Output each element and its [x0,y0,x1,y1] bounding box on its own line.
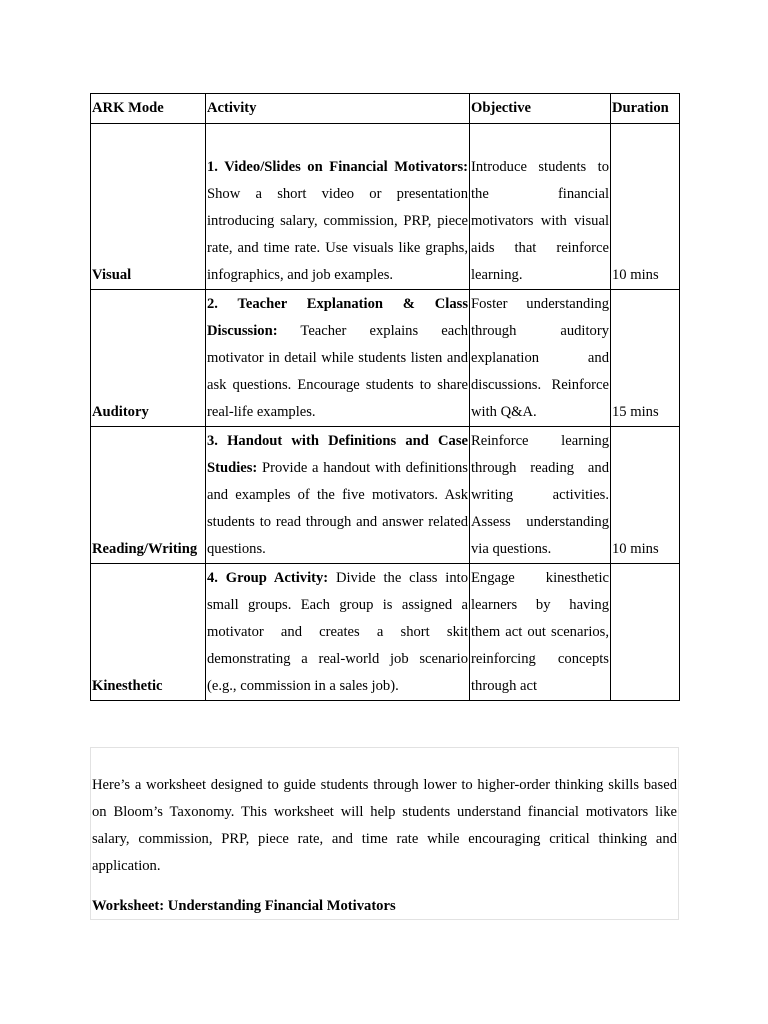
objective-cell: Foster understanding through auditory explanation and discussions. Reinforce with Q&A. [470,290,611,427]
activity-text: Show a short video or presentation introducing salary, commission, PRP, piece rate, and time rate. Use visuals like graphs, infographics, and job examples. [207,186,468,283]
table-row [91,290,680,427]
table-header-row [91,94,680,124]
activity-text: Provide a handout with definitions and examples of the five motivators. Ask students to read through and answer related questions. [207,460,468,557]
duration-cell: 10 mins [611,427,680,564]
mode-cell: Visual [91,124,206,290]
ark-mode-table [90,93,680,701]
activity-cell [206,427,470,564]
objective-cell: Introduce students to the financial motivators with visual aids that reinforce learning. [470,124,611,290]
worksheet-heading: Worksheet: Understanding Financial Motivators [92,898,396,914]
table-row [91,124,680,290]
activity-title: 3. Handout with Definitions and Case Studies: [207,433,468,476]
duration-cell [611,564,680,701]
mode-cell: Kinesthetic [91,564,206,701]
activity-title: 2. Teacher Explanation & Class Discussion: [207,296,468,339]
activity-cell [206,290,470,427]
activity-cell [206,124,470,290]
activity-cell [206,564,470,701]
activity-text: Divide the class into small groups. Each group is assigned a motivator and creates a short skit demonstrating a real-world job scenario (e.g., commission in a sales job). [207,570,468,694]
table-row [91,564,680,701]
header-objective: Objective [470,94,611,124]
activity-title: 1. Video/Slides on Financial Motivators: [207,159,468,175]
activity-title: 4. Group Activity: [207,570,329,586]
duration-cell: 15 mins [611,290,680,427]
header-activity: Activity [206,94,470,124]
header-duration: Duration [611,94,680,124]
table-row [91,427,680,564]
mode-cell: Reading/Writing [91,427,206,564]
mode-cell: Auditory [91,290,206,427]
intro-paragraph: Here’s a worksheet designed to guide students through lower to higher-order thinking skills based on Bloom’s Taxonomy. This worksheet will help students understand financial motivators like salary, commission, PRP, piece rate, and time rate while encouraging critical thinking and application. [92,777,677,874]
objective-cell: Engage kinesthetic learners by having them act out scenarios, reinforcing concepts through act [470,564,611,701]
worksheet-intro-block [90,747,679,920]
header-ark-mode: ARK Mode [91,94,206,124]
objective-cell: Reinforce learning through reading and writing activities. Assess understanding via questions. [470,427,611,564]
activity-text: Teacher explains each motivator in detail while students listen and ask questions. Encourage students to share real-life examples. [207,323,468,420]
duration-cell: 10 mins [611,124,680,290]
